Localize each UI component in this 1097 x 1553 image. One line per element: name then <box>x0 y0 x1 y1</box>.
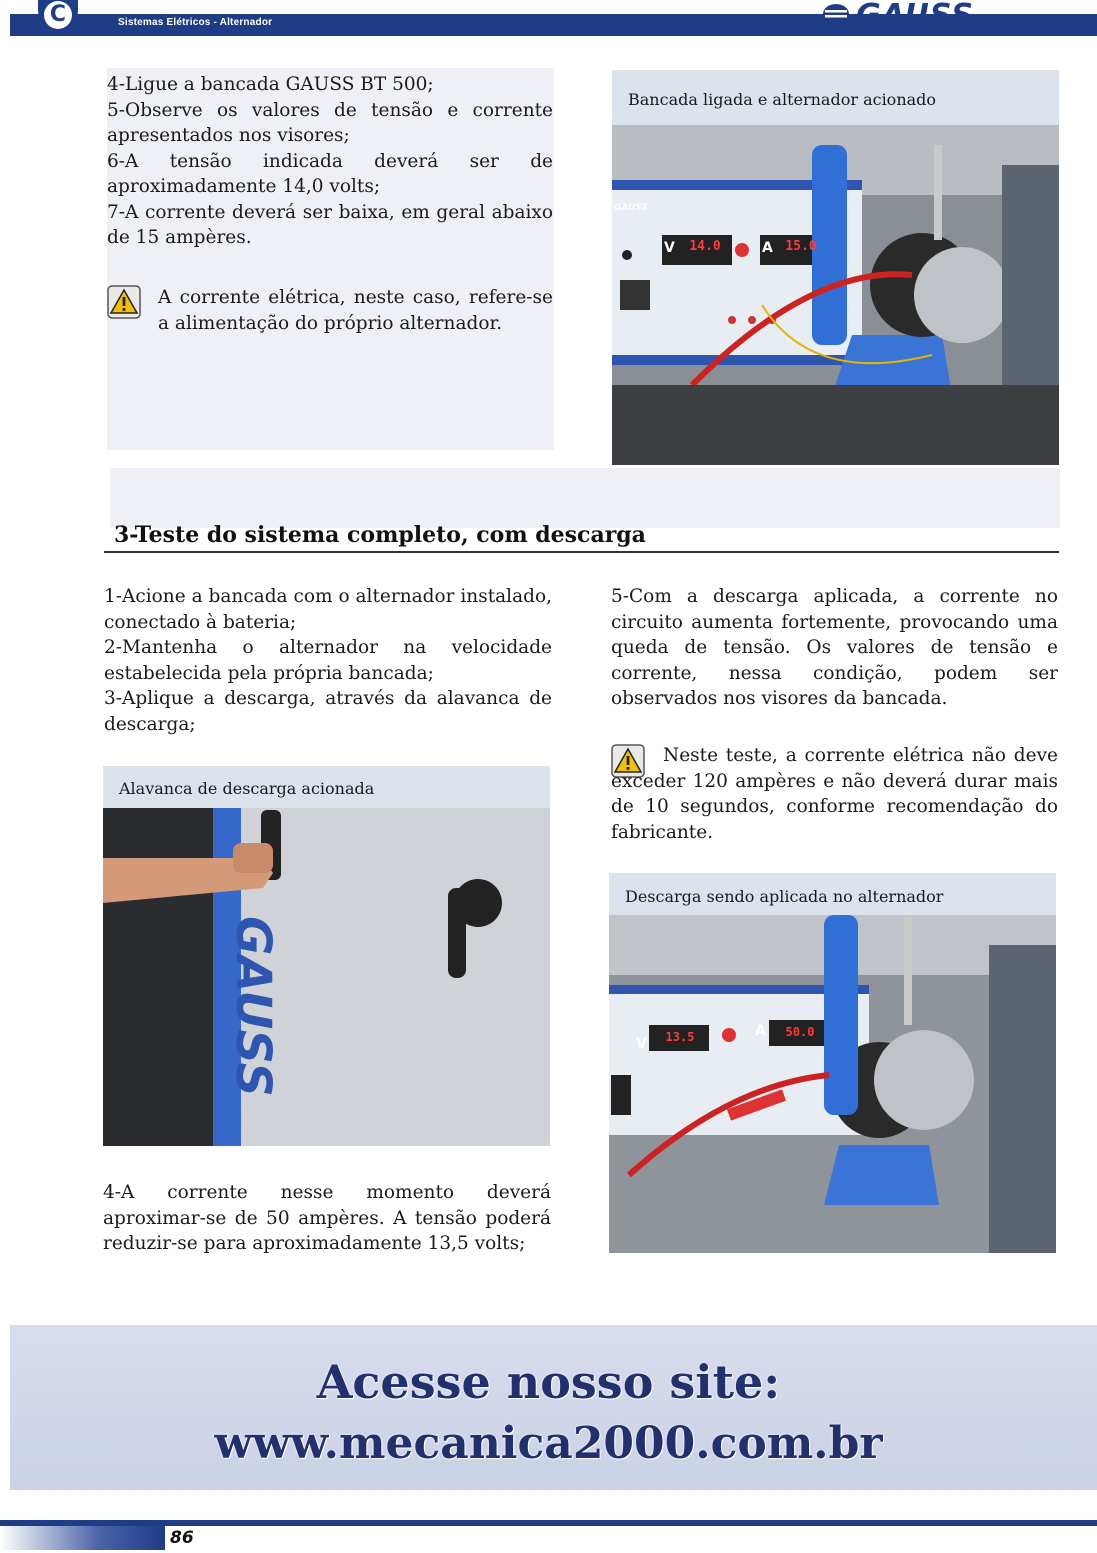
header-logo-glyph: C <box>44 1 72 29</box>
step-item: 4-Ligue a bancada GAUSS BT 500; <box>107 74 434 95</box>
page-number: 86 <box>170 1528 194 1548</box>
header-section-title: Sistemas Elétricos - Alternador <box>118 17 273 28</box>
steps-left <box>104 584 552 737</box>
warning-text-right: Neste teste, a corrente elétrica não deve exceder 120 ampères e não deverá durar mais de 10 segundos, conforme recomendação do fabricante. <box>611 745 1058 843</box>
banner-website-link[interactable]: www.mecanica2000.com.br <box>214 1418 883 1469</box>
ammeter-display: 50.0 <box>785 1025 815 1039</box>
section-title: 3-Teste do sistema completo, com descarga <box>114 522 646 548</box>
banner-headline: Acesse nosso site: <box>316 1355 781 1409</box>
lever-photo-illustration <box>103 808 550 1146</box>
warning-icon <box>107 285 141 319</box>
warning-text-top: A corrente elétrica, neste caso, refere-se a alimentação do próprio alternador. <box>158 287 553 334</box>
footer-page-box <box>0 1526 165 1550</box>
step-item: 1-Acione a bancada com o alternador instalado, conectado à bateria; <box>104 586 552 633</box>
panel-brand: GAUSS <box>225 916 281 1097</box>
voltmeter-display: 13.5 <box>665 1030 695 1044</box>
faded-heading-band <box>110 468 1060 528</box>
step-item: 7-A corrente deverá ser baixa, em geral abaixo de 15 ampères. <box>107 201 553 248</box>
photo-discharge-lever <box>103 766 550 1146</box>
amp-label: A <box>755 1023 766 1039</box>
step-4: 4-A corrente nesse momento deverá aproximar-se de 50 ampères. A tensão poderá reduzir-se para aproximadamente 13,5 volts; <box>103 1182 551 1254</box>
photo-caption: Alavanca de descarga acionada <box>119 779 375 798</box>
steps-top <box>107 72 553 251</box>
photo-bench-running <box>612 70 1059 465</box>
step-item: 2-Mantenha o alternador na velocidade estabelecida pela própria bancada; <box>104 637 552 684</box>
amp-label: A <box>762 240 773 256</box>
ammeter-display: 15.0 <box>785 239 817 254</box>
section-rule <box>104 551 1059 553</box>
discharge-photo-illustration <box>609 915 1056 1253</box>
volt-label: V <box>636 1036 647 1052</box>
step-item: 3-Aplique a descarga, através da alavanca de descarga; <box>104 688 552 735</box>
photo-caption: Descarga sendo aplicada no alternador <box>625 887 944 906</box>
step-5: 5-Com a descarga aplicada, a corrente no circuito aumenta fortemente, provocando uma queda de tensão. Os valores de tensão e corrente, nessa condição, podem ser observados nos visores da bancada. <box>611 586 1058 709</box>
step-item: 5-Observe os valores de tensão e corrente apresentados nos visores; <box>107 99 553 146</box>
panel-brand: GAUSS <box>614 203 648 213</box>
bench-photo-illustration <box>612 125 1059 465</box>
gauss-logo-icon <box>822 3 850 25</box>
photo-caption: Bancada ligada e alternador acionado <box>628 90 937 109</box>
header-brand: GAUSS <box>856 0 974 33</box>
step-item: 6-A tensão indicada deverá ser de aproximadamente 14,0 volts; <box>107 150 553 197</box>
photo-discharge-applied <box>609 873 1056 1253</box>
volt-label: V <box>664 240 675 256</box>
voltmeter-display: 14.0 <box>689 239 721 254</box>
header-tab <box>1000 14 1097 36</box>
